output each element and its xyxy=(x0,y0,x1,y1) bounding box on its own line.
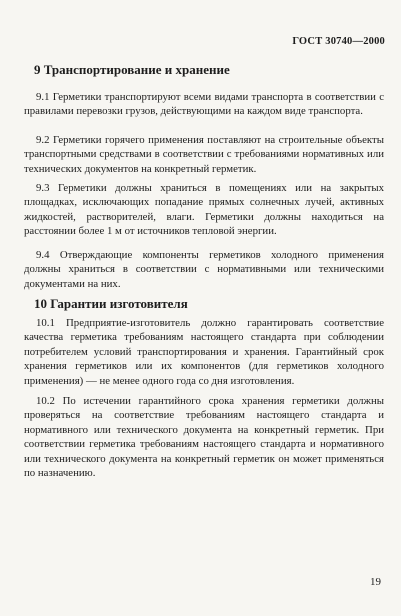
paragraph-9-4: 9.4 Отверждающие компоненты герметиков холодного применения должны храниться в соответствии с нормативными или техническими документами на них. xyxy=(24,249,384,290)
section-9-title: 9 Транспортирование и хранение xyxy=(34,62,230,77)
paragraph-10-2: 10.2 По истечении гарантийного срока хранения герметики должны проверяться на соответствие требованиям настоящего стандарта и нормативного или технического документа на конкретный герметик. При соответствии герметика требованиям настоящего стандарта и нормативного или технического документа на конкретный герметик он может применяться по назначению. xyxy=(24,395,384,480)
page-number: 19 xyxy=(370,576,381,588)
paragraph-9-3: 9.3 Герметики должны храниться в помещениях или на закрытых площадках, исключающих попадание прямых солнечных лучей, активных жидкостей, растворителей, влаги. Герметики должны находиться на расстоянии более 1 м от источников тепловой энергии. xyxy=(24,182,384,238)
paragraph-9-1: 9.1 Герметики транспортируют всеми видами транспорта в соответствии с правилами перевозки грузов, действующими на каждом виде транспорта. xyxy=(24,91,384,118)
paragraph-9-2: 9.2 Герметики горячего применения поставляют на строительные объекты транспортными средствами в соответствии с требованиями нормативных или технических документов на конкретный герметик. xyxy=(24,134,384,175)
paragraph-10-1: 10.1 Предприятие-изготовитель должно гарантировать соответствие качества герметика требованиям настоящего стандарта при соблюдении потребителем условий транспортирования и хранения. Гарантийный срок хранения герметиков или их компонентов (для герметиков холодного применения) — не менее одного года со дня изготовления. xyxy=(24,317,384,387)
section-10-title: 10 Гарантии изготовителя xyxy=(34,296,188,311)
document-id-header: ГОСТ 30740—2000 xyxy=(292,36,385,47)
